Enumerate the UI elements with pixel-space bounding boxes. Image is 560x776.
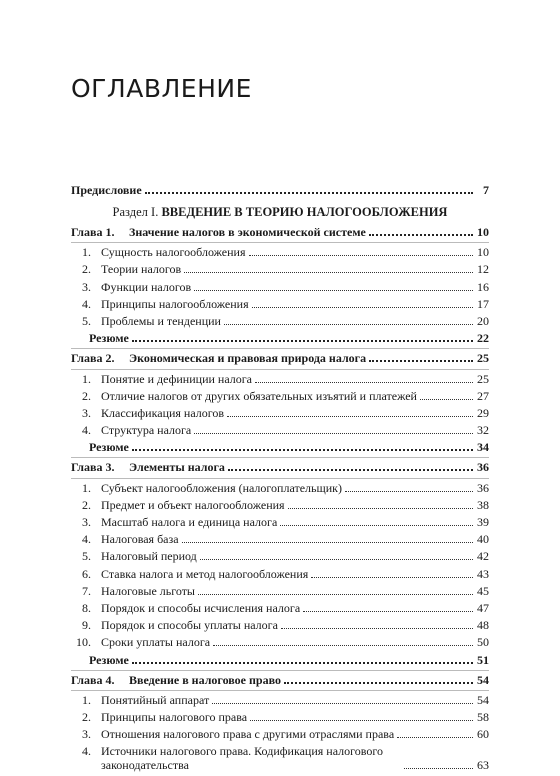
toc-entry-label: Резюме: [89, 331, 129, 346]
toc-entry[interactable]: [71, 481, 489, 495]
item-number: 9.: [82, 618, 91, 633]
toc-chapter-title: [71, 351, 366, 365]
divider: [71, 348, 489, 349]
divider: [71, 369, 489, 370]
dot-leader: [132, 339, 473, 342]
chapter-title: Значение налогов в экономической системе: [129, 225, 366, 239]
toc-summary-entry[interactable]: [71, 331, 489, 345]
toc-entry-label: [71, 314, 221, 328]
chapter-title: Введение в налоговое право: [129, 672, 281, 687]
toc-entry-page: 32: [477, 423, 489, 438]
dot-leader: [194, 289, 473, 291]
toc-entry-label: [71, 635, 210, 649]
item-text: Принципы налогообложения: [101, 296, 249, 311]
dot-leader: [280, 524, 473, 526]
toc-entry[interactable]: [71, 406, 489, 420]
toc-entry-page: 34: [477, 440, 489, 455]
dot-leader: [182, 541, 473, 543]
item-text: Налоговый период: [101, 549, 197, 564]
item-number: 4.: [82, 423, 91, 438]
item-number: 1.: [82, 371, 91, 386]
toc-entry[interactable]: [71, 710, 489, 724]
toc-entry-page: 43: [477, 566, 489, 581]
item-number: 4.: [82, 744, 91, 759]
toc-entry-page: 7: [483, 183, 489, 197]
item-text: Принципы налогового права: [101, 710, 248, 725]
item-text: Порядок и способы уплаты налога: [101, 618, 278, 633]
item-text: Функции налогов: [101, 279, 192, 294]
toc-entry-page: 45: [477, 583, 489, 598]
toc-entry-label: [71, 498, 285, 512]
toc-entry-label: Резюме: [89, 440, 129, 455]
item-text: Отношения налогового права с другими отраслями права: [101, 727, 395, 742]
toc-entry-page: 27: [477, 388, 489, 403]
toc-entry-label: [71, 727, 394, 741]
toc-entry-page: 22: [477, 331, 489, 346]
toc-entry[interactable]: [71, 515, 489, 529]
toc-entry-page: 47: [477, 600, 489, 615]
toc-entry[interactable]: [71, 532, 489, 546]
dot-leader: [145, 191, 473, 194]
item-text: Ставка налога и метод налогообложения: [101, 566, 309, 581]
toc-entry-page: 10: [477, 245, 489, 260]
dot-leader: [184, 271, 473, 273]
item-text: Сроки уплаты налога: [101, 635, 211, 650]
item-number: 1.: [82, 692, 91, 707]
section-heading: [71, 205, 489, 219]
item-text: Теории налогов: [101, 262, 182, 277]
toc-entry-label: [71, 280, 191, 294]
item-text: Налоговые льготы: [101, 583, 195, 598]
item-text: Налоговая база: [101, 532, 179, 547]
item-number: 3.: [82, 515, 91, 529]
toc-entry[interactable]: [71, 693, 489, 707]
item-number: 3.: [82, 279, 91, 294]
toc-entry[interactable]: [71, 727, 489, 741]
toc-entry-page: 54: [477, 692, 489, 707]
item-text: Проблемы и тенденции: [101, 313, 221, 328]
item-text: Масштаб налога и единица налога: [101, 515, 278, 529]
item-number: 3.: [82, 405, 91, 420]
toc-chapter-entry[interactable]: [71, 673, 489, 687]
toc-chapter-title: [71, 460, 225, 474]
divider: [71, 690, 489, 691]
toc-entry-page: 38: [477, 497, 489, 512]
toc-entry[interactable]: [71, 549, 489, 563]
toc-entry-page: 16: [477, 279, 489, 294]
dot-leader: [132, 448, 473, 451]
dot-leader: [200, 558, 473, 560]
toc-entry[interactable]: [71, 389, 489, 403]
item-number: 4.: [82, 296, 91, 311]
divider: [71, 670, 489, 671]
toc-entry[interactable]: [71, 314, 489, 328]
item-number: 5.: [82, 549, 91, 564]
section-prefix: Раздел I.: [112, 205, 159, 219]
chapter-label: Глава 4.: [71, 672, 115, 687]
toc-entry-page: 50: [477, 635, 489, 650]
toc-entry-page: 60: [477, 727, 489, 742]
toc-entry-label: [71, 549, 197, 563]
toc-entry-page: 42: [477, 549, 489, 564]
item-number: 1.: [82, 245, 91, 260]
dot-leader: [284, 681, 473, 684]
item-number: 4.: [82, 532, 91, 547]
dot-leader: [369, 359, 473, 362]
toc-entry-preface[interactable]: [71, 183, 489, 197]
item-number: 1.: [82, 480, 91, 495]
toc-entry-page: 36: [477, 460, 489, 475]
divider: [71, 457, 489, 458]
item-text: Порядок и способы исчисления налога: [101, 600, 301, 615]
toc-entry-label: [71, 515, 277, 529]
toc-entry-label: [71, 262, 181, 276]
item-number: 2.: [82, 262, 91, 277]
chapter-title: Экономическая и правовая природа налога: [129, 351, 367, 366]
dot-leader: [281, 627, 473, 629]
toc-entry-page: 25: [477, 371, 489, 386]
toc-entry-label: [71, 618, 278, 632]
toc-entry-label: [71, 245, 246, 259]
toc-entry-page: 25: [477, 351, 489, 366]
table-of-contents: [71, 183, 489, 776]
toc-summary-entry[interactable]: [71, 440, 489, 454]
toc-entry[interactable]: [71, 744, 489, 772]
toc-entry-page: 36: [477, 480, 489, 495]
toc-chapter-title: [71, 225, 366, 239]
dot-leader: [224, 323, 473, 325]
item-number: 2.: [82, 388, 91, 403]
dot-leader: [311, 576, 473, 578]
chapter-list: [71, 225, 489, 772]
dot-leader: [397, 736, 473, 738]
item-text: Субъект налогообложения (налогоплательщик): [101, 480, 342, 495]
item-text: Источники налогового права. Кодификация налогового законодательства: [101, 744, 383, 773]
toc-entry-label: [71, 693, 209, 707]
toc-entry-label: Предисловие: [71, 183, 142, 197]
section-title: ВВЕДЕНИЕ В ТЕОРИЮ НАЛОГООБЛОЖЕНИЯ: [161, 205, 448, 219]
dot-leader: [255, 381, 473, 383]
toc-entry[interactable]: [71, 584, 489, 598]
dot-leader: [303, 610, 473, 612]
item-text: Предмет и объект налогообложения: [101, 497, 285, 512]
toc-entry-page: 63: [477, 758, 489, 773]
item-number: 10.: [76, 635, 91, 650]
item-number: 7.: [82, 583, 91, 598]
toc-entry-label: [71, 481, 342, 495]
toc-summary-entry[interactable]: [71, 653, 489, 667]
toc-entry-page: 17: [477, 296, 489, 311]
dot-leader: [212, 702, 473, 704]
toc-entry-page: 48: [477, 618, 489, 633]
chapter-label: Глава 3.: [71, 460, 115, 475]
toc-entry-page: 12: [477, 262, 489, 277]
item-number: 2.: [82, 497, 91, 512]
toc-entry-label: [71, 532, 179, 546]
item-number: 5.: [82, 313, 91, 328]
item-number: 3.: [82, 727, 91, 742]
dot-leader: [369, 233, 473, 236]
dot-leader: [194, 432, 473, 434]
toc-entry-label: [71, 372, 252, 386]
toc-entry-page: 20: [477, 313, 489, 328]
toc-entry-label: [71, 423, 191, 437]
divider: [71, 242, 489, 243]
item-number: 2.: [82, 710, 91, 725]
toc-entry-page: 58: [477, 710, 489, 725]
item-number: 6.: [82, 566, 91, 581]
toc-entry-label: [71, 389, 417, 403]
dot-leader: [132, 661, 473, 664]
dot-leader: [252, 306, 473, 308]
dot-leader: [250, 719, 473, 721]
toc-entry-page: 10: [477, 225, 489, 239]
toc-chapter-entry[interactable]: [71, 225, 489, 239]
toc-entry-page: 51: [477, 652, 489, 667]
toc-entry-page: 54: [477, 672, 489, 687]
dot-leader: [228, 468, 473, 471]
toc-entry[interactable]: [71, 280, 489, 294]
item-text: Сущность налогообложения: [101, 245, 246, 260]
item-number: 8.: [82, 600, 91, 615]
toc-entry[interactable]: [71, 297, 489, 311]
toc-chapter-title: [71, 673, 281, 687]
dot-leader: [404, 767, 473, 769]
toc-entry-label: [71, 567, 308, 581]
toc-entry-label: [71, 297, 249, 311]
item-text: Понятийный аппарат: [101, 692, 210, 707]
toc-chapter-entry[interactable]: [71, 460, 489, 474]
divider: [71, 478, 489, 479]
toc-entry[interactable]: [71, 245, 489, 259]
dot-leader: [288, 507, 473, 509]
toc-entry[interactable]: [71, 567, 489, 581]
toc-entry-label: [71, 406, 224, 420]
toc-chapter-entry[interactable]: [71, 351, 489, 365]
dot-leader: [198, 593, 473, 595]
toc-entry[interactable]: [71, 262, 489, 276]
toc-entry[interactable]: [71, 618, 489, 632]
dot-leader: [420, 398, 473, 400]
toc-entry-label: [71, 744, 401, 772]
item-text: Классификация налогов: [101, 405, 225, 420]
dot-leader: [213, 644, 473, 646]
toc-entry-label: Резюме: [89, 652, 129, 667]
dot-leader: [227, 415, 473, 417]
toc-entry-label: [71, 601, 300, 615]
toc-entry-label: [71, 584, 195, 598]
dot-leader: [249, 254, 474, 256]
toc-entry-page: 39: [477, 515, 489, 529]
chapter-title: Элементы налога: [129, 460, 225, 475]
toc-entry[interactable]: [71, 635, 489, 649]
item-text: Отличие налогов от других обязательных изъятий и платежей: [101, 388, 417, 403]
toc-entry-page: 29: [477, 405, 489, 420]
toc-entry[interactable]: [71, 423, 489, 437]
toc-entry-page: 40: [477, 532, 489, 547]
toc-entry[interactable]: [71, 498, 489, 512]
toc-entry[interactable]: [71, 372, 489, 386]
item-text: Понятие и дефиниции налога: [101, 371, 252, 386]
item-text: Структура налога: [101, 423, 192, 438]
dot-leader: [345, 490, 473, 492]
chapter-label: Глава 1.: [71, 225, 115, 239]
toc-entry-label: [71, 710, 247, 724]
chapter-label: Глава 2.: [71, 351, 115, 366]
page-title: ОГЛАВЛЕНИЕ: [71, 74, 252, 103]
toc-entry[interactable]: [71, 601, 489, 615]
